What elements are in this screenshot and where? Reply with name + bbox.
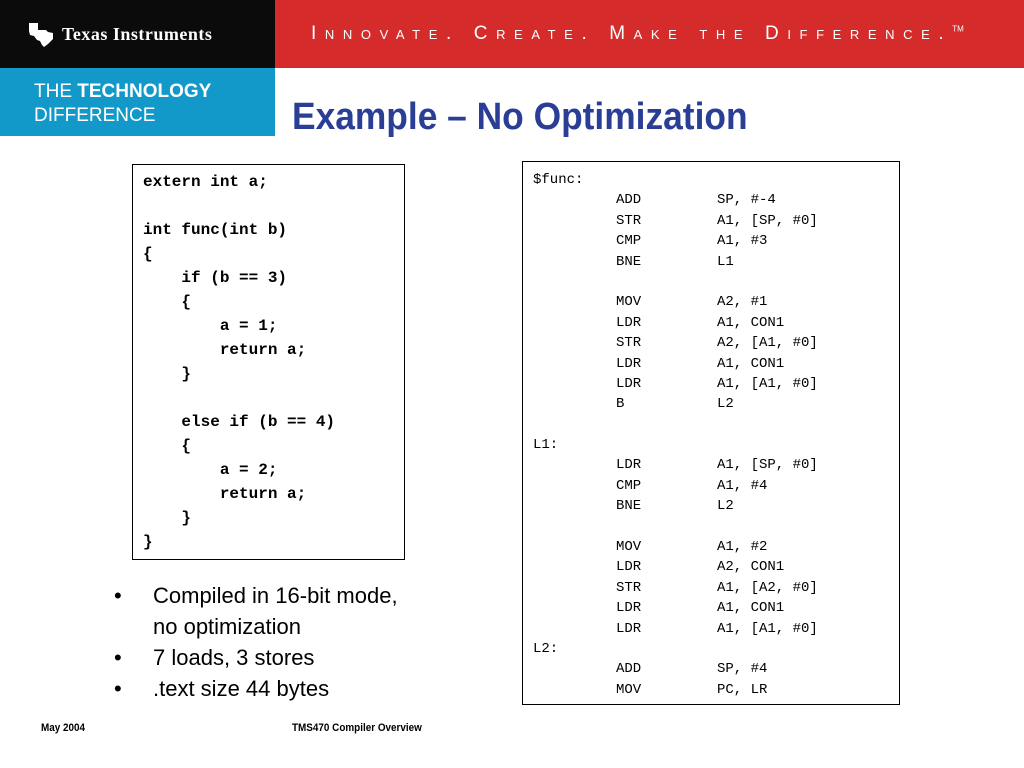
- asm-opcode: MOV: [616, 681, 642, 698]
- c-code-line: [143, 386, 404, 410]
- c-code-line: {: [143, 293, 192, 311]
- texas-state-icon: [26, 19, 56, 49]
- c-code-line: int func(int b): [143, 221, 288, 239]
- asm-opcode: ADD: [616, 661, 642, 678]
- c-code-line: a = 1;: [143, 317, 278, 335]
- asm-opcode: BNE: [616, 498, 642, 515]
- asm-operands: L2: [717, 396, 734, 413]
- asm-code-line: [533, 578, 899, 598]
- asm-code-line: [533, 231, 899, 251]
- c-code-line: {: [143, 245, 153, 263]
- bullet-dot: •: [114, 676, 122, 701]
- tech-line-2: DIFFERENCE: [34, 105, 156, 126]
- asm-operands: A1, #4: [717, 477, 768, 494]
- asm-code-line: [533, 415, 899, 435]
- asm-code-line: [533, 476, 899, 496]
- asm-code-line: [533, 211, 899, 231]
- asm-code-line: [533, 313, 899, 333]
- asm-opcode: LDR: [616, 375, 642, 392]
- c-code-line: }: [143, 533, 153, 551]
- asm-operands: L1: [717, 253, 734, 270]
- asm-operands: PC, LR: [717, 681, 768, 698]
- bullet-dot: •: [114, 583, 122, 608]
- asm-operands: A1, #3: [717, 233, 768, 250]
- asm-operands: SP, #4: [717, 661, 768, 678]
- asm-code-line: [533, 354, 899, 374]
- asm-label: L2:: [533, 640, 559, 657]
- c-code-line: }: [143, 509, 192, 527]
- asm-opcode: STR: [616, 212, 642, 229]
- asm-operands: A1, [A2, #0]: [717, 579, 818, 596]
- tagline-bar: [275, 0, 1024, 68]
- asm-opcode: STR: [616, 335, 642, 352]
- asm-label: L1:: [533, 437, 559, 454]
- asm-opcode: MOV: [616, 294, 642, 311]
- asm-code-line: [533, 435, 899, 455]
- brand-name: Texas Instruments: [62, 23, 213, 44]
- asm-operands: A1, [A1, #0]: [717, 620, 818, 637]
- asm-code-line: [533, 619, 899, 639]
- assembly-code-box: [522, 161, 900, 705]
- asm-code-line: [533, 517, 899, 537]
- tech-line-1: THE TECHNOLOGY: [34, 81, 212, 102]
- asm-opcode: STR: [616, 579, 642, 596]
- asm-opcode: CMP: [616, 233, 642, 250]
- bullet-text: .text size 44 bytes: [153, 676, 330, 701]
- asm-operands: L2: [717, 498, 734, 515]
- asm-opcode: B: [616, 396, 625, 413]
- bullet-dot: •: [114, 645, 122, 670]
- technology-difference-badge: [0, 68, 275, 136]
- asm-code-line: [533, 659, 899, 679]
- top-banner: [0, 0, 1024, 68]
- asm-opcode: BNE: [616, 253, 642, 270]
- asm-opcode: LDR: [616, 355, 642, 372]
- footer-title: TMS470 Compiler Overview: [292, 722, 422, 734]
- bullet-text: Compiled in 16-bit mode, no optimization: [153, 583, 398, 639]
- bullet-item: [112, 642, 422, 673]
- asm-operands: A2, CON1: [717, 559, 785, 576]
- asm-code-line: [533, 252, 899, 272]
- c-code-line: if (b == 3): [143, 269, 288, 287]
- asm-code-line: [533, 190, 899, 210]
- c-code-line: return a;: [143, 341, 307, 359]
- c-code-line: a = 2;: [143, 461, 278, 479]
- c-code-line: else if (b == 4): [143, 413, 336, 431]
- asm-operands: A1, #2: [717, 539, 768, 556]
- bullet-text: 7 loads, 3 stores: [153, 645, 315, 670]
- slide-title: Example – No Optimization: [292, 96, 748, 138]
- asm-operands: A1, CON1: [717, 314, 785, 331]
- c-code-line: [143, 194, 404, 218]
- asm-code-line: [533, 292, 899, 312]
- asm-operands: A1, CON1: [717, 355, 785, 372]
- asm-operands: A2, #1: [717, 294, 768, 311]
- asm-code-line: [533, 557, 899, 577]
- asm-code-line: [533, 455, 899, 475]
- asm-opcode: LDR: [616, 559, 642, 576]
- asm-opcode: CMP: [616, 477, 642, 494]
- c-code-line: {: [143, 437, 192, 455]
- asm-code-line: [533, 333, 899, 353]
- c-code-line: return a;: [143, 485, 307, 503]
- asm-opcode: LDR: [616, 457, 642, 474]
- asm-code-line: [533, 537, 899, 557]
- asm-code-line: [533, 394, 899, 414]
- asm-opcode: LDR: [616, 620, 642, 637]
- asm-operands: A1, CON1: [717, 600, 785, 617]
- asm-code-line: [533, 680, 899, 700]
- asm-code-line: [533, 170, 899, 190]
- asm-opcode: MOV: [616, 539, 642, 556]
- c-code-line: }: [143, 365, 192, 383]
- bullet-list: [112, 580, 422, 704]
- bullet-item: [112, 673, 422, 704]
- c-code-line: extern int a;: [143, 173, 268, 191]
- asm-operands: A2, [A1, #0]: [717, 335, 818, 352]
- asm-code-line: [533, 639, 899, 659]
- trademark: TM: [952, 24, 964, 34]
- asm-operands: A1, [A1, #0]: [717, 375, 818, 392]
- asm-opcode: LDR: [616, 314, 642, 331]
- asm-code-line: [533, 374, 899, 394]
- asm-code-line: [533, 496, 899, 516]
- asm-operands: SP, #-4: [717, 192, 776, 209]
- tagline: Innovate. Create. Make the Difference.™: [311, 23, 964, 44]
- ti-logo: [0, 0, 275, 68]
- asm-operands: A1, [SP, #0]: [717, 457, 818, 474]
- asm-opcode: ADD: [616, 192, 642, 209]
- asm-operands: A1, [SP, #0]: [717, 212, 818, 229]
- footer-date: May 2004: [41, 722, 86, 734]
- bullet-item: [112, 580, 422, 642]
- c-source-code-box: [132, 164, 405, 560]
- asm-code-line: [533, 598, 899, 618]
- asm-label: $func:: [533, 172, 584, 188]
- asm-opcode: LDR: [616, 600, 642, 617]
- asm-code-line: [533, 272, 899, 292]
